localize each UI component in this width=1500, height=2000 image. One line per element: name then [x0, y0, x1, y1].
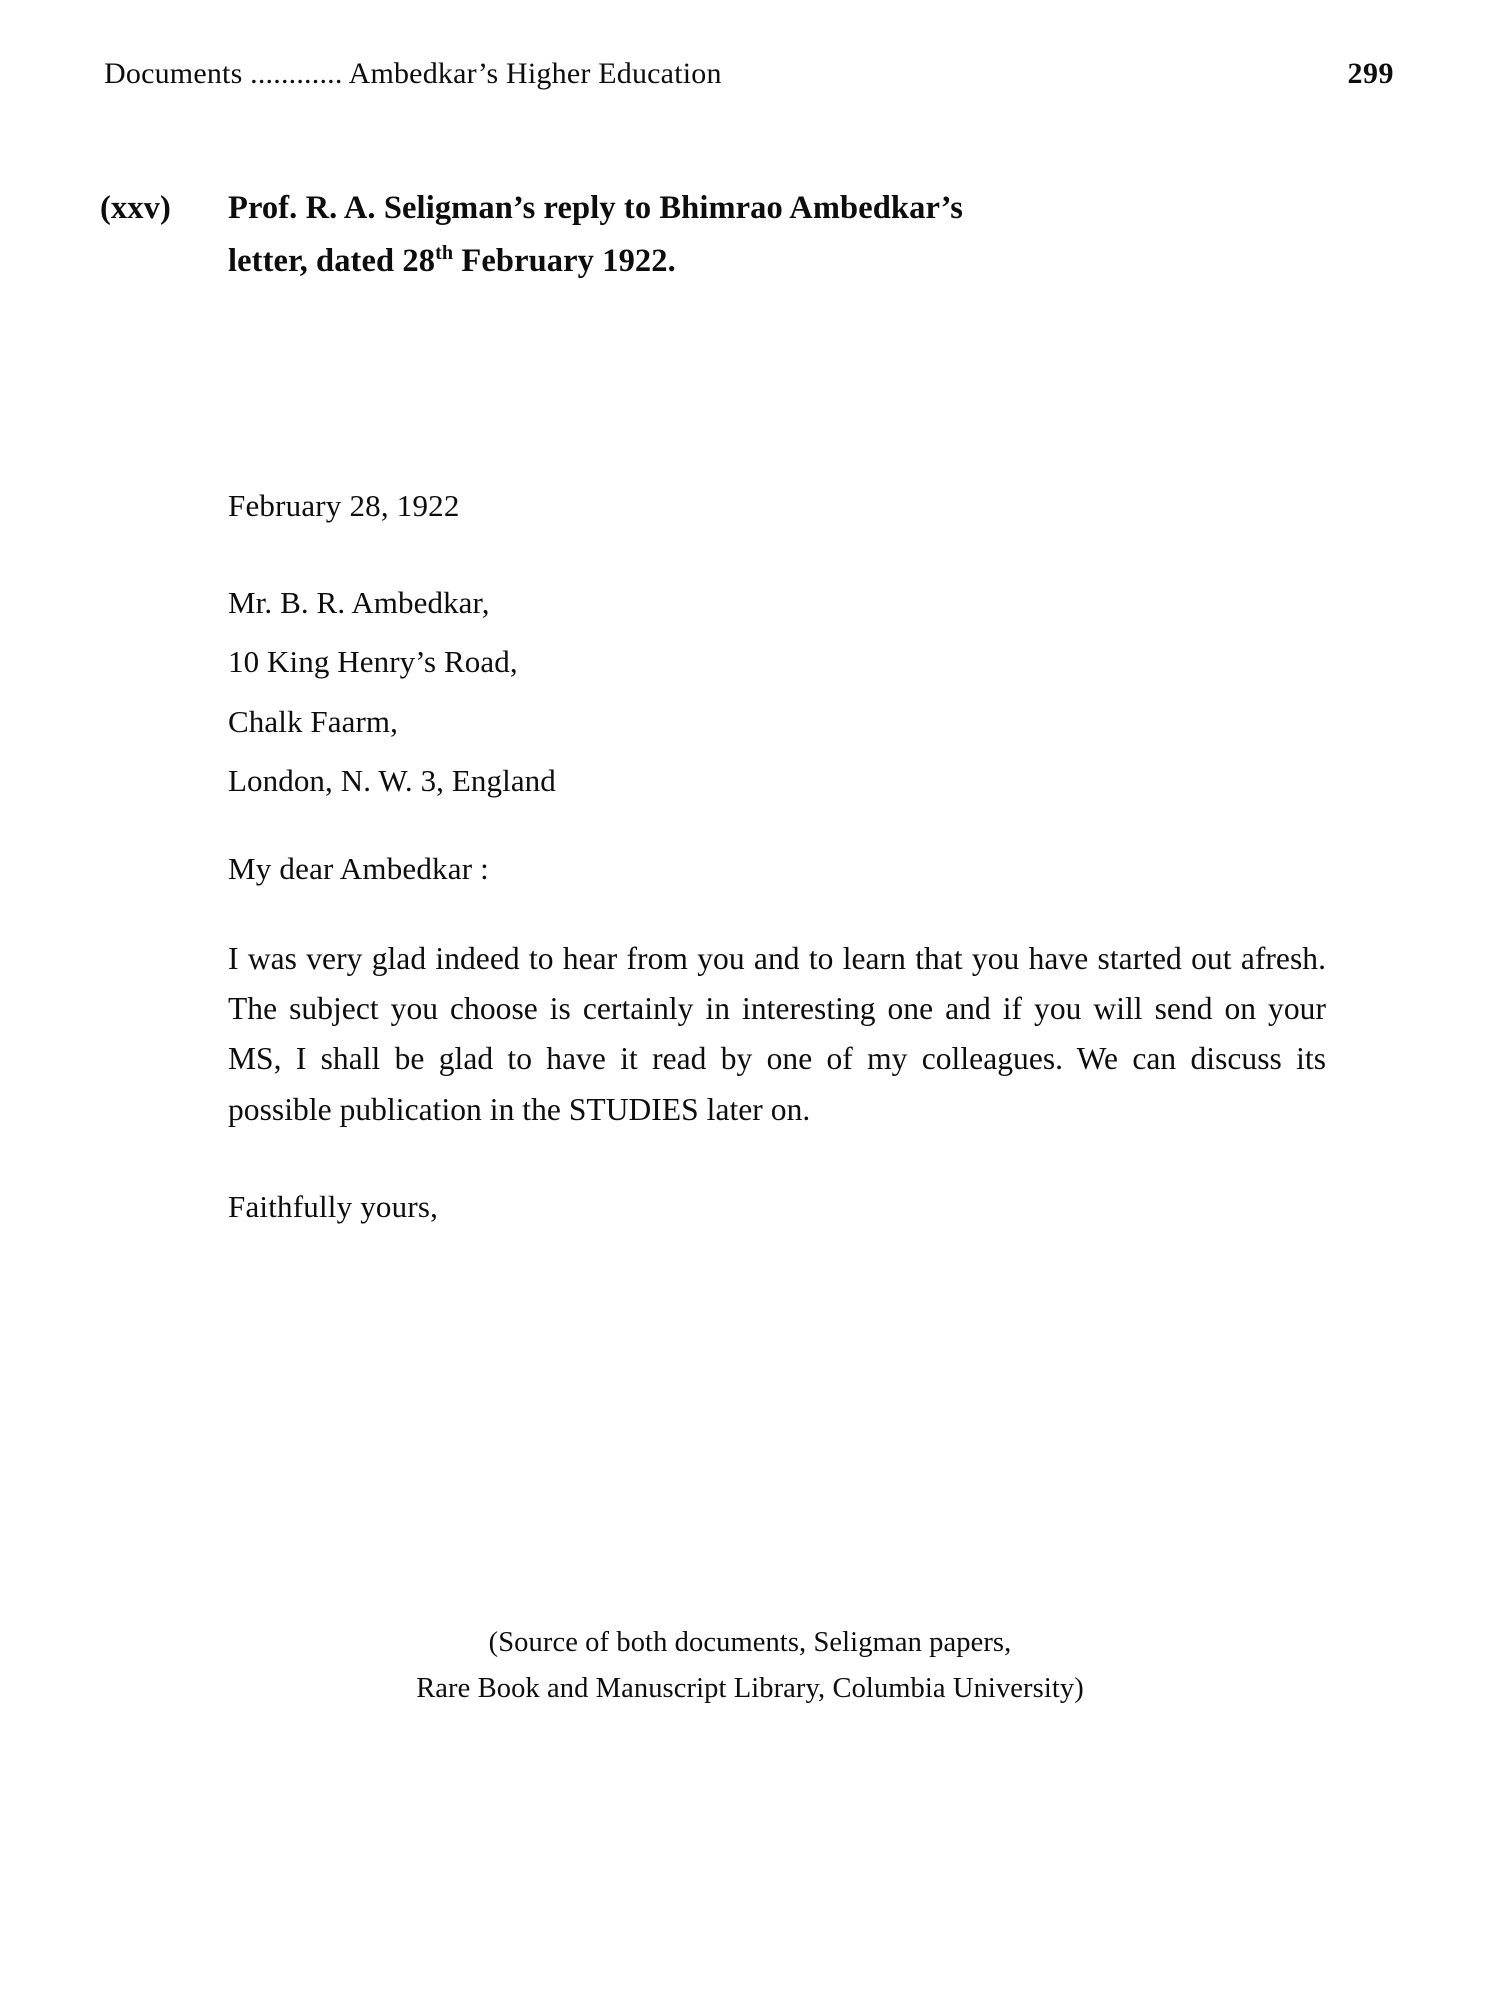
address-line: Mr. B. R. Ambedkar,: [228, 585, 490, 620]
page-number: 299: [1347, 57, 1394, 90]
section-heading-line1: Prof. R. A. Seligman’s reply to Bhimrao Ambedkar’s: [228, 190, 964, 226]
source-note-line2: Rare Book and Manuscript Library, Columbia University): [416, 1673, 1084, 1705]
running-head: [104, 57, 1394, 91]
address-line: London, N. W. 3, England: [228, 763, 556, 799]
section-heading-line2a: letter, dated 28: [228, 242, 436, 279]
section-number: (xxv): [100, 190, 171, 226]
section-heading-text: [228, 182, 1348, 287]
section-heading: [100, 182, 1400, 287]
source-note: [0, 1620, 1500, 1712]
letter-paragraph: I was very glad indeed to hear from you and to learn that you have started out afresh. The subject you choose is certainly in interesting one and if you will send on your MS, I shall be glad to have it read by one of my colleagues. We can discuss its possible publication in the STUDIES later on.: [228, 940, 1326, 1127]
address-line: 10 King Henry’s Road,: [228, 644, 518, 680]
address-line: Chalk Faarm,: [228, 703, 398, 739]
ordinal-suffix: th: [435, 241, 454, 264]
source-note-line1: (Source of both documents, Seligman papers,: [488, 1627, 1012, 1658]
letter-body: [228, 488, 1358, 1225]
recipient-address: [228, 579, 1358, 805]
letter-date: February 28, 1922: [228, 488, 460, 523]
letter-closing: Faithfully yours,: [228, 1189, 439, 1225]
section-heading-line2b: February 1922.: [453, 242, 676, 279]
letter-salutation: My dear Ambedkar :: [228, 850, 489, 886]
running-head-title: Documents ............ Ambedkar’s Higher Education: [104, 57, 722, 90]
